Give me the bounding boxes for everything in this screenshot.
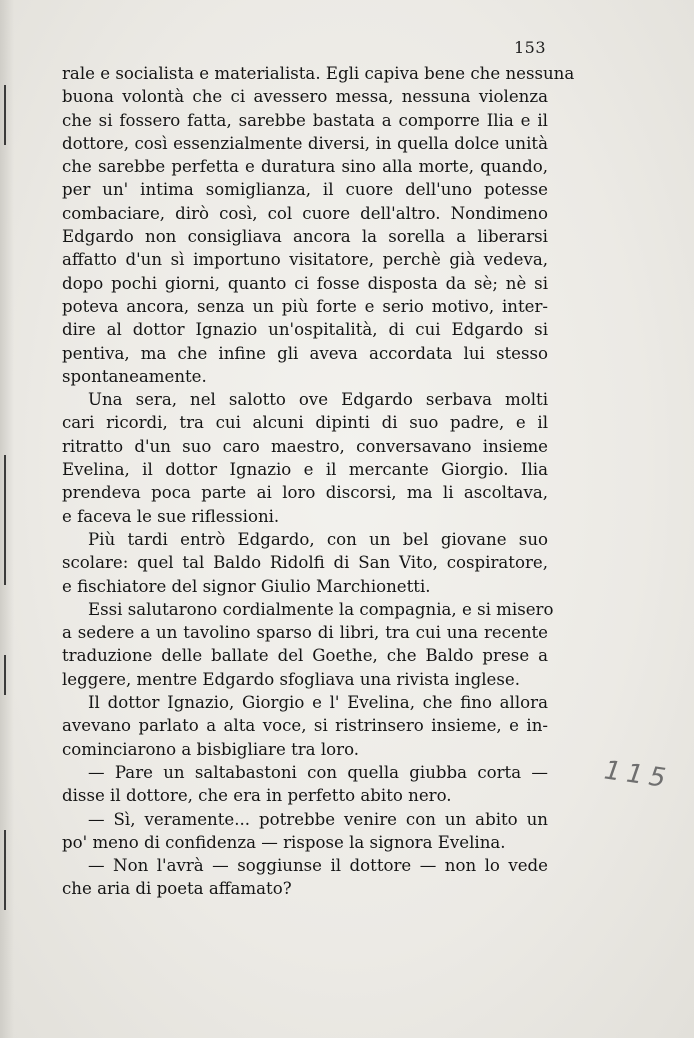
text-line: dire al dottor Ignazio un'ospitalità, di cui Edgardo si (62, 320, 548, 340)
text-line: a sedere a un tavolino sparso di libri, tra cui una recente (62, 623, 548, 643)
text-line: Una sera, nel salotto ove Edgardo serbava molti (88, 390, 548, 410)
text-line: dottore, così essenzialmente diversi, in quella dolce unità (62, 133, 548, 153)
page-number: 153 (513, 38, 546, 57)
edge-mark (4, 830, 6, 910)
text-line: scolare: quel tal Baldo Ridolfi di San Vito, cospiratore, (62, 553, 548, 573)
text-line: Il dottor Ignazio, Giorgio e l' Evelina, che fino allora (88, 693, 548, 713)
text-line: pentiva, ma che infine gli aveva accordata lui stesso (62, 343, 548, 363)
text-line: cominciarono a bisbigliare tra loro. (62, 739, 360, 759)
text-line: affatto d'un sì importuno visitatore, perchè già vedeva, (62, 250, 548, 270)
text-line: per un' intima somiglianza, il cuore dell'uno potesse (62, 180, 548, 200)
text-line: avevano parlato a alta voce, si ristrinsero insieme, e in- (62, 716, 548, 736)
handwritten-margin-note: 115 (602, 755, 674, 795)
text-line: — Pare un saltabastoni con quella giubba corta — (88, 762, 548, 782)
edge-mark (4, 85, 6, 145)
text-line: combaciare, dirò così, col cuore dell'altro. Nondimeno (62, 203, 548, 223)
text-line: cari ricordi, tra cui alcuni dipinti di suo padre, e il (62, 413, 548, 433)
text-line: Edgardo non consigliava ancora la sorella a liberarsi (62, 227, 548, 247)
text-line: Essi salutarono cordialmente la compagnia, e si misero (88, 599, 554, 619)
body-text (62, 62, 575, 901)
text-line: che sarebbe perfetta e duratura sino alla morte, quando, (62, 157, 548, 177)
text-line: — Sì, veramente... potrebbe venire con un abito un (88, 809, 548, 829)
gutter-shadow (0, 0, 14, 1038)
text-line: che aria di poeta affamato? (62, 879, 292, 899)
edge-mark (4, 655, 6, 695)
text-line: leggere, mentre Edgardo sfogliava una rivista inglese. (62, 669, 520, 689)
text-line: e faceva le sue riflessioni. (62, 506, 280, 526)
edge-mark (4, 455, 6, 585)
text-line: po' meno di confidenza — rispose la signora Evelina. (62, 832, 506, 852)
text-line: traduzione delle ballate del Goethe, che Baldo prese a (62, 646, 548, 666)
text-line: buona volontà che ci avessero messa, nessuna violenza (62, 87, 548, 107)
text-line: e fischiatore del signor Giulio Marchionetti. (62, 576, 431, 596)
text-line: dopo pochi giorni, quanto ci fosse disposta da sè; nè si (62, 273, 548, 293)
text-line: prendeva poca parte ai loro discorsi, ma li ascoltava, (62, 483, 548, 503)
text-line: disse il dottore, che era in perfetto abito nero. (62, 786, 452, 806)
text-line: Evelina, il dottor Ignazio e il mercante Giorgio. Ilia (62, 460, 548, 480)
text-line: rale e socialista e materialista. Egli capiva bene che nessuna (62, 64, 575, 83)
text-line: poteva ancora, senza un più forte e serio motivo, inter- (62, 296, 548, 316)
text-line: che si fossero fatta, sarebbe bastata a comporre Ilia e il (62, 110, 548, 130)
text-line: — Non l'avrà — soggiunse il dottore — non lo vede (88, 856, 548, 876)
text-line: ritratto d'un suo caro maestro, conversavano insieme (62, 436, 548, 456)
text-line: Più tardi entrò Edgardo, con un bel giovane suo (88, 529, 548, 549)
text-line: spontaneamente. (62, 366, 207, 386)
